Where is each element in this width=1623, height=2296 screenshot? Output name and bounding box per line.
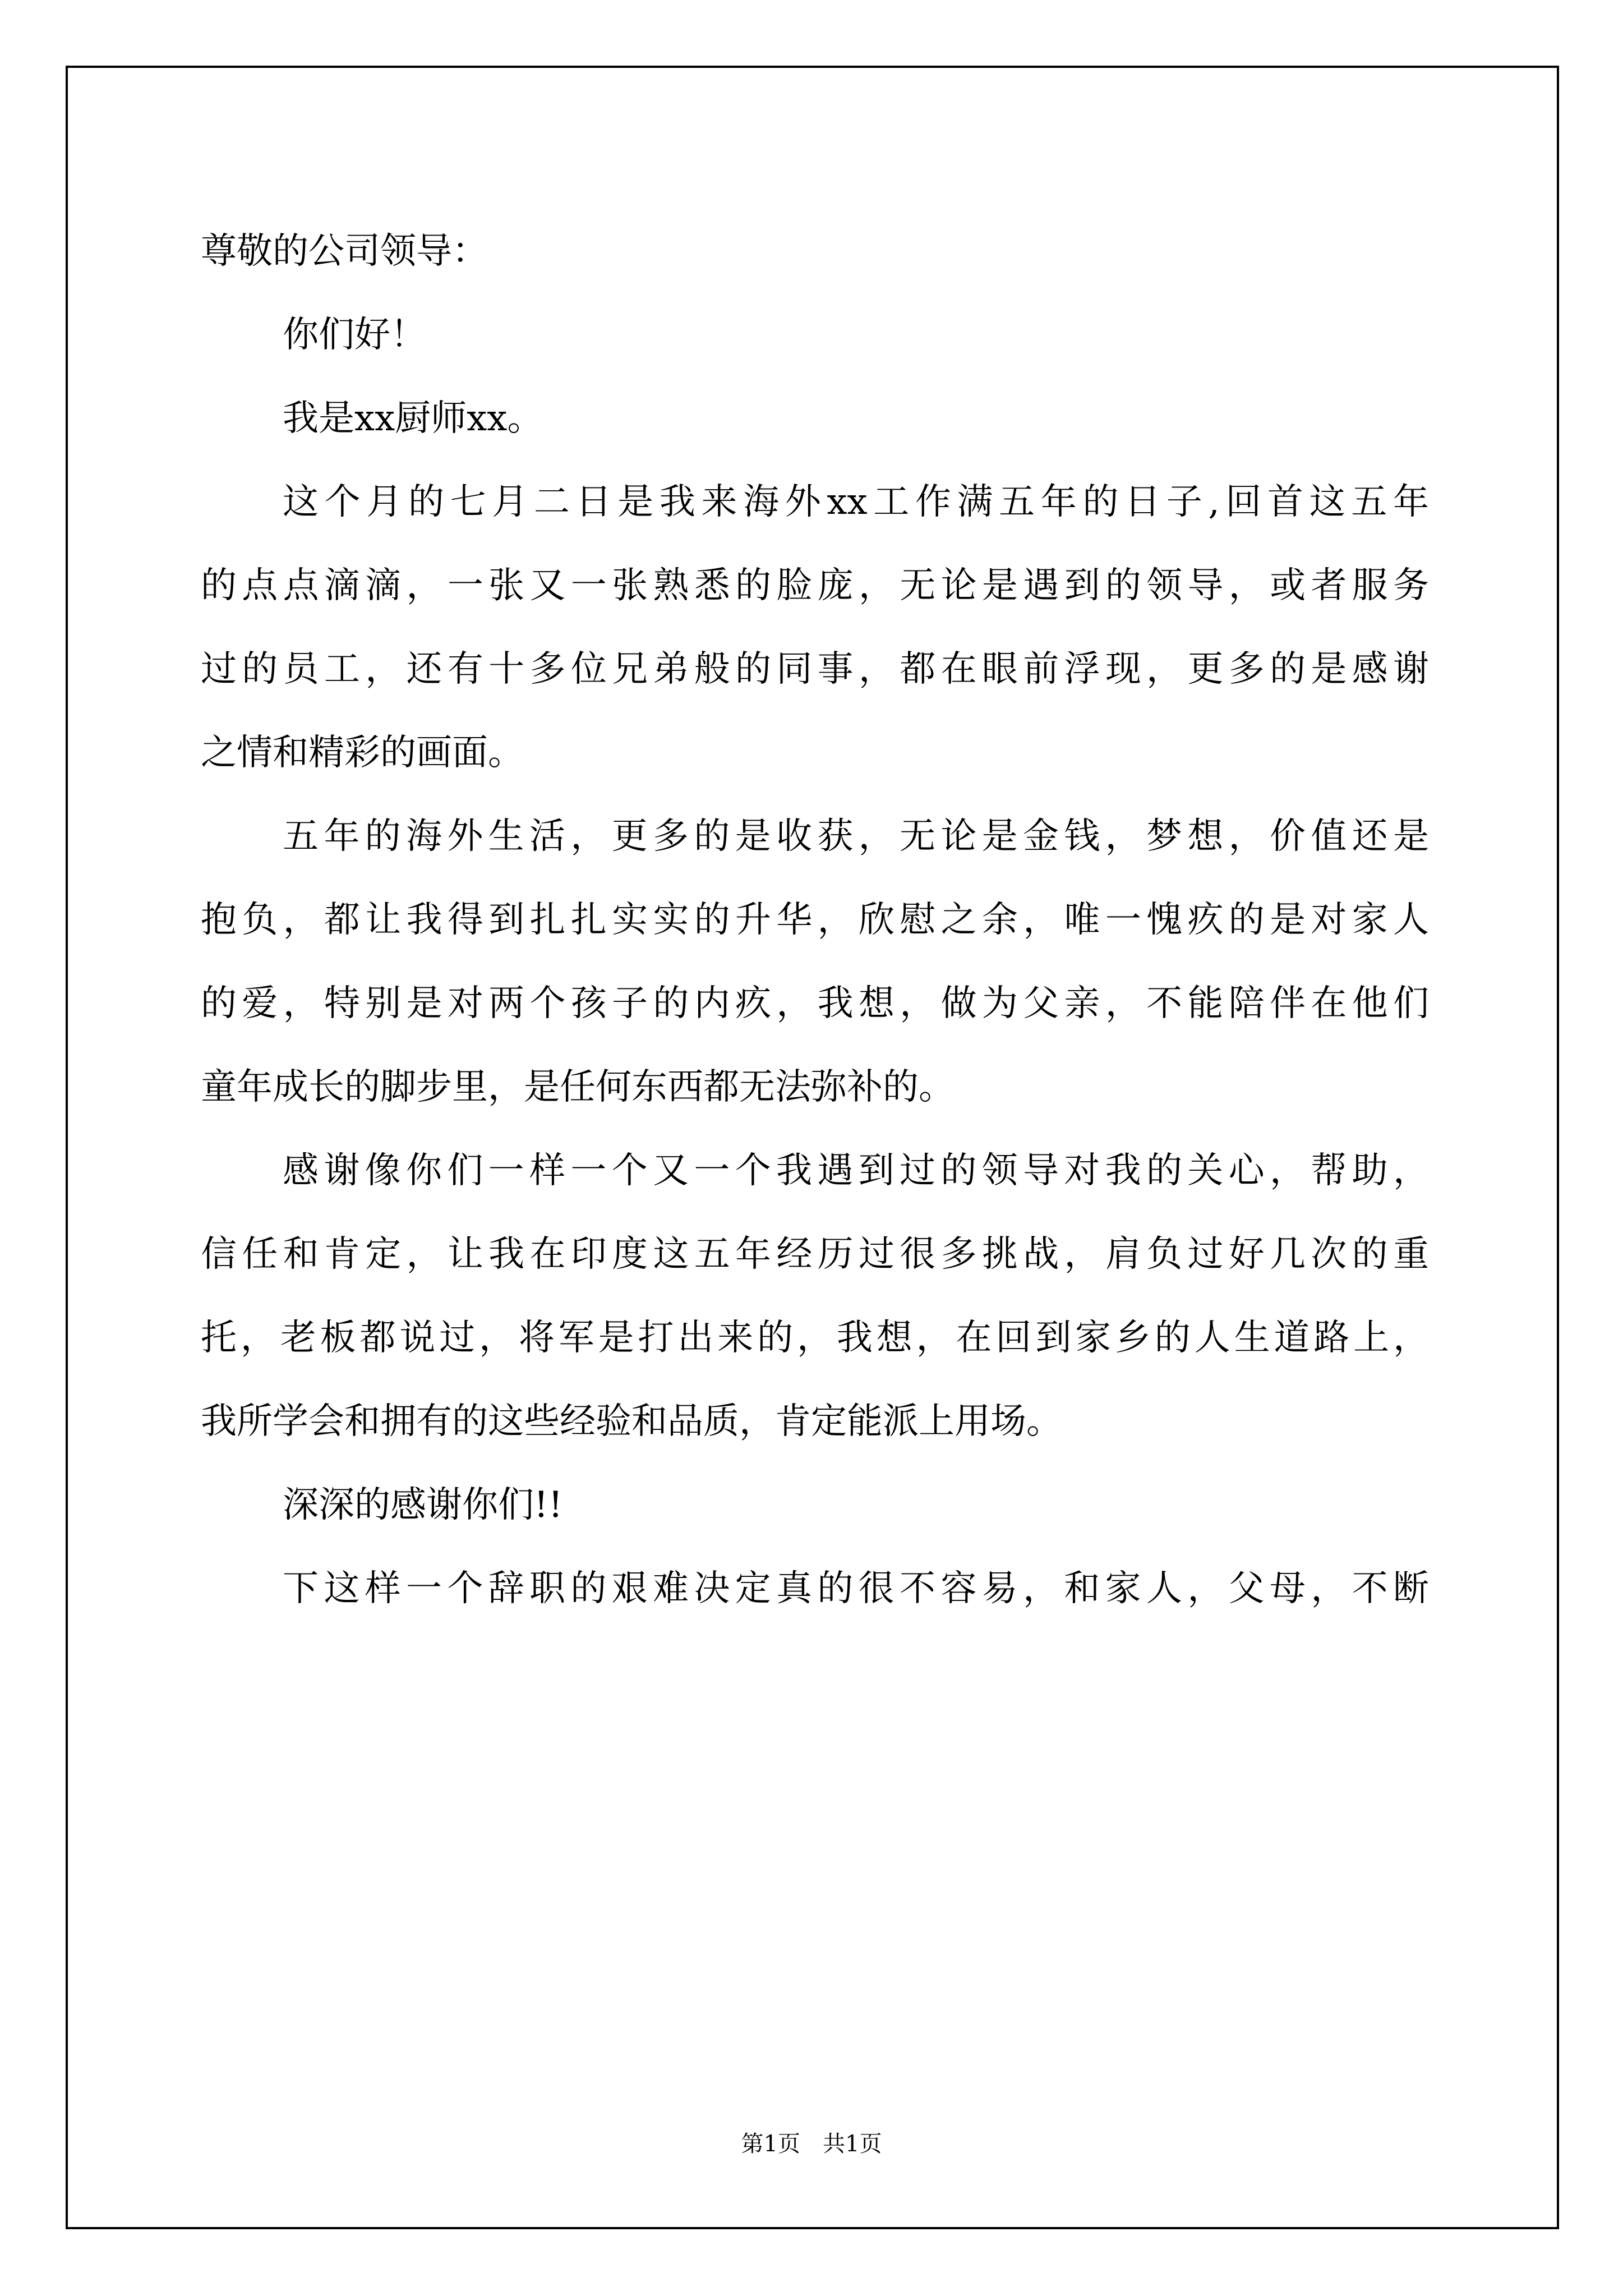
salutation: 尊敬的公司领导： xyxy=(201,231,488,272)
paragraph-1-line-1: 这个月的七月二日是我来海外xx工作满五年的日子,回首这五年 xyxy=(283,481,1429,523)
paragraph-3-line-4: 我所学会和拥有的这些经验和品质，肯定能派上用场。 xyxy=(201,1401,1062,1442)
paragraph-3-line-2: 信任和肯定，让我在印度这五年经历过很多挑战，肩负过好几次的重 xyxy=(201,1234,1429,1275)
paragraph-2-line-2: 抱负，都让我得到扎扎实实的升华，欣慰之余，唯一愧疚的是对家人 xyxy=(201,899,1429,941)
page-border xyxy=(66,66,1559,2229)
paragraph-2-line-4: 童年成长的脚步里，是任何东西都无法弥补的。 xyxy=(201,1066,955,1108)
paragraph-1-line-2: 的点点滴滴，一张又一张熟悉的脸庞，无论是遇到的领导，或者服务 xyxy=(201,565,1429,606)
introduction: 我是xx厨师xx。 xyxy=(283,398,543,439)
page-number-footer: 第1页 共1页 xyxy=(741,2131,882,2157)
paragraph-2-line-3: 的爱，特别是对两个孩子的内疚，我想，做为父亲，不能陪伴在他们 xyxy=(201,983,1429,1024)
paragraph-1-line-3: 过的员工，还有十多位兄弟般的同事，都在眼前浮现，更多的是感谢 xyxy=(201,648,1429,690)
paragraph-2-line-1: 五年的海外生活，更多的是收获，无论是金钱，梦想，价值还是 xyxy=(283,816,1429,857)
paragraph-1-line-4: 之情和精彩的画面。 xyxy=(201,732,524,774)
greeting: 你们好！ xyxy=(283,314,426,356)
paragraph-3-line-1: 感谢像你们一样一个又一个我遇到过的领导对我的关心，帮助， xyxy=(283,1150,1429,1191)
thanks-line: 深深的感谢你们!! xyxy=(283,1484,563,1526)
paragraph-4-line-1: 下这样一个辞职的艰难决定真的很不容易，和家人，父母，不断 xyxy=(283,1568,1429,1609)
paragraph-3-line-3: 托，老板都说过，将军是打出来的，我想，在回到家乡的人生道路上， xyxy=(201,1317,1429,1359)
